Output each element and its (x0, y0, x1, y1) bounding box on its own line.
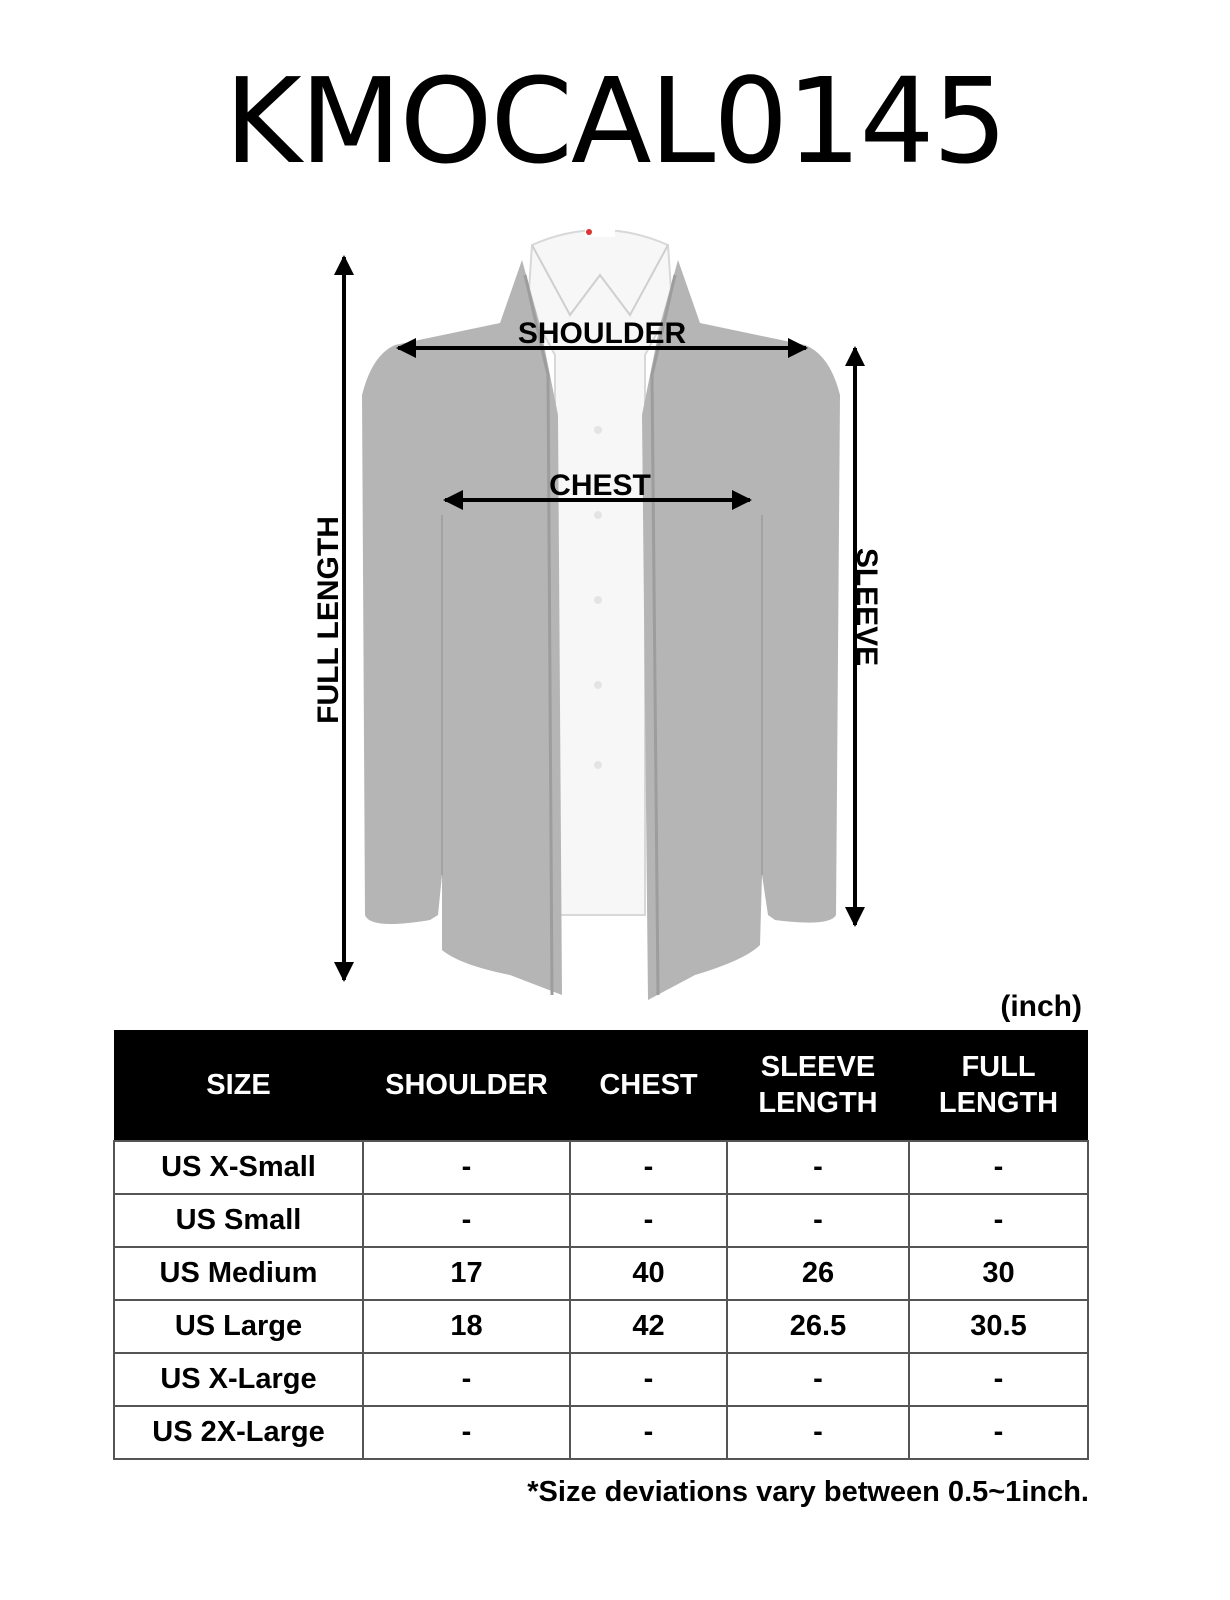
sleeve-cell: - (727, 1406, 909, 1459)
sleeve-cell: 26.5 (727, 1300, 909, 1353)
table-row (114, 1406, 1088, 1459)
table-row (114, 1353, 1088, 1406)
size-deviation-note: *Size deviations vary between 0.5~1inch. (527, 1476, 1089, 1508)
full-length-cell: 30.5 (909, 1300, 1088, 1353)
header-label: CHEST (599, 1068, 698, 1101)
shoulder-cell: - (363, 1406, 570, 1459)
sleeve-cell: 26 (727, 1247, 909, 1300)
size-cell: US Large (114, 1300, 363, 1353)
full-length-cell: 30 (909, 1247, 1088, 1300)
table-row (114, 1194, 1088, 1247)
garment-measurement-diagram (300, 215, 900, 1015)
size-cell: US Medium (114, 1247, 363, 1300)
chest-cell: 42 (570, 1300, 727, 1353)
unit-label: (inch) (1000, 990, 1082, 1023)
chest-cell: - (570, 1141, 727, 1194)
shoulder-cell: - (363, 1353, 570, 1406)
table-row (114, 1141, 1088, 1194)
sleeve-cell: - (727, 1141, 909, 1194)
chest-cell: 40 (570, 1247, 727, 1300)
header-label: FULL LENGTH (938, 1050, 1059, 1119)
sleeve-label: SLEEVE (850, 547, 883, 667)
product-code-title: KMOCAL0145 (224, 52, 1006, 190)
full-length-cell: - (909, 1194, 1088, 1247)
size-cell: US Small (114, 1194, 363, 1247)
header-label: SHOULDER (385, 1068, 548, 1101)
chest-cell: - (570, 1194, 727, 1247)
header-sleeve-length (727, 1030, 909, 1141)
header-label: SLEEVE LENGTH (758, 1050, 878, 1119)
shoulder-cell: - (363, 1141, 570, 1194)
shoulder-cell: - (363, 1194, 570, 1247)
full-length-cell: - (909, 1353, 1088, 1406)
header-shoulder (363, 1030, 570, 1141)
shoulder-label: SHOULDER (517, 317, 687, 350)
sleeve-cell: - (727, 1194, 909, 1247)
header-size (114, 1030, 363, 1141)
chest-cell: - (570, 1406, 727, 1459)
chest-label: CHEST (549, 469, 651, 502)
sleeve-cell: - (727, 1353, 909, 1406)
full-length-label: FULL LENGTH (312, 516, 345, 724)
size-chart-table (113, 1030, 1089, 1460)
full-length-cell: - (909, 1406, 1088, 1459)
size-cell: US 2X-Large (114, 1406, 363, 1459)
table-row (114, 1247, 1088, 1300)
shoulder-cell: 17 (363, 1247, 570, 1300)
header-label: SIZE (206, 1068, 271, 1101)
header-chest (570, 1030, 727, 1141)
full-length-cell: - (909, 1141, 1088, 1194)
header-full-length (909, 1030, 1088, 1141)
size-cell: US X-Large (114, 1353, 363, 1406)
table-header-row (114, 1030, 1088, 1141)
table-row (114, 1300, 1088, 1353)
size-cell: US X-Small (114, 1141, 363, 1194)
shoulder-cell: 18 (363, 1300, 570, 1353)
chest-cell: - (570, 1353, 727, 1406)
